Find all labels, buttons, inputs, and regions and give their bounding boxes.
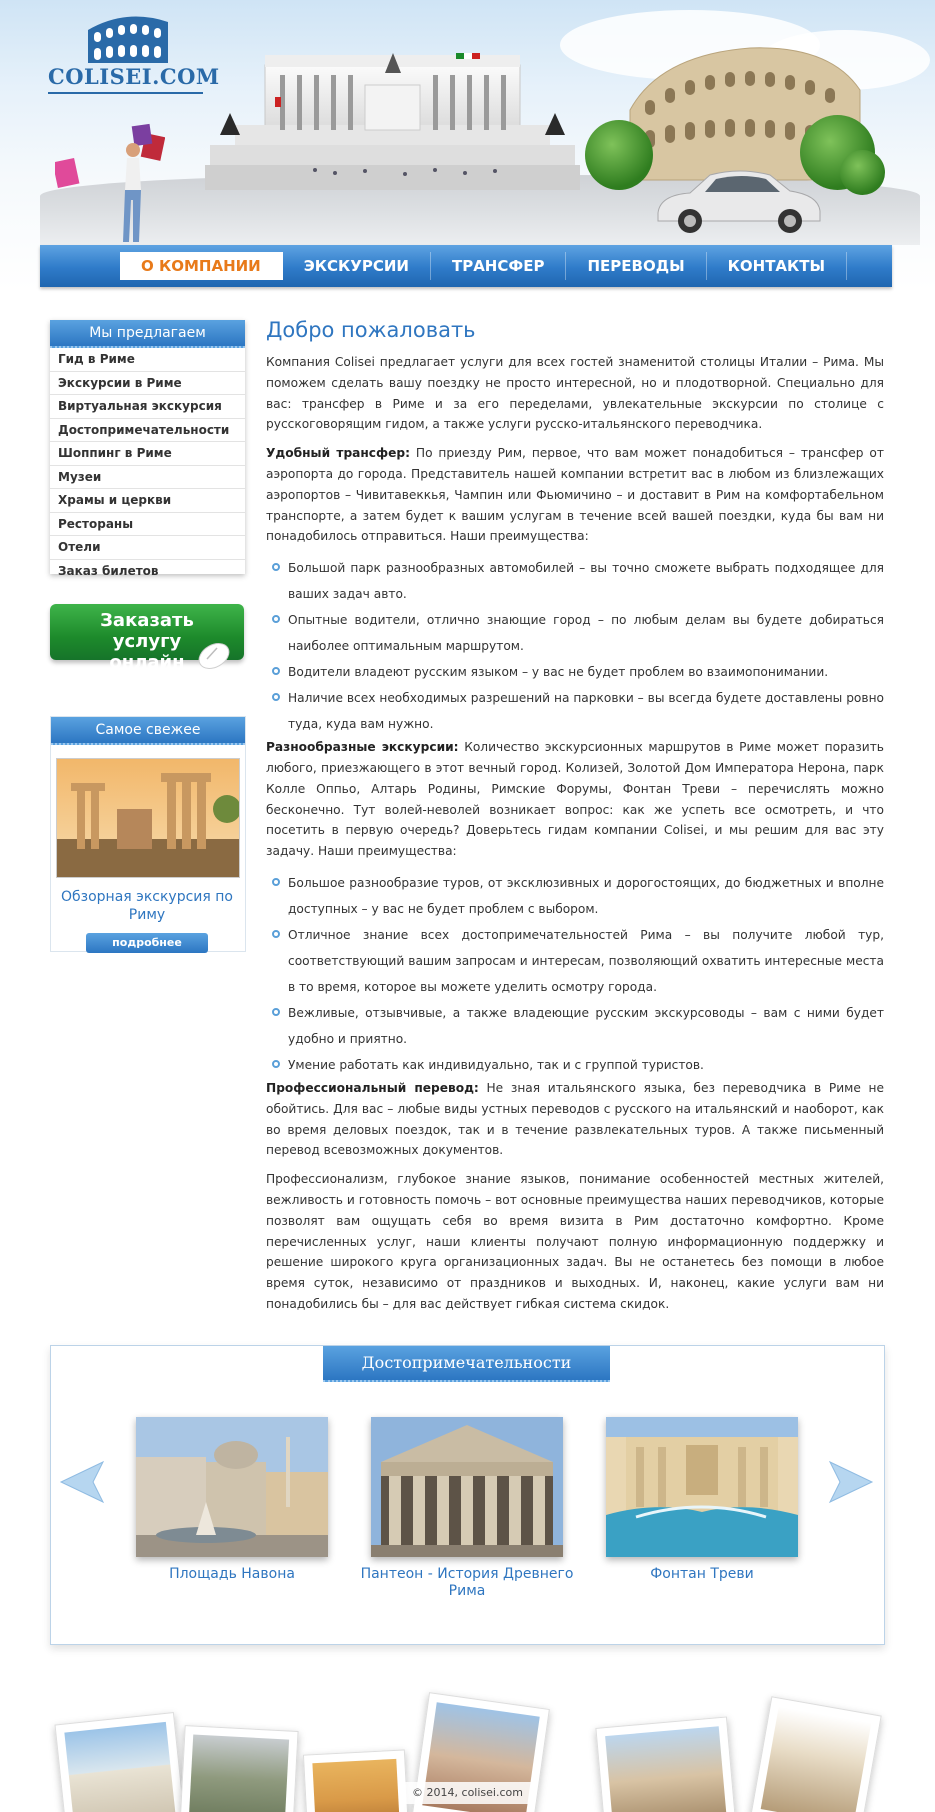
transfer-text: По приезду Рим, первое, что вам может понадобиться – трансфер от аэропорта до города. Представитель нашей компании встретит вас в любом из близлежащих аэропортов – Чивитавеккья, Чампин или Фьюмичино – и доставит в Рим на комфортабельном транспорте, а затем будет к вашим услугам в течение всей вашей поездки, куда бы вам ни понадобилось отправиться. Наши преимущества: [266, 446, 884, 544]
attractions-title: Достопримечательности [323, 1346, 610, 1382]
list-item-text: Умение работать как индивидуально, так и с группой туристов. [288, 1057, 704, 1072]
car-image [650, 165, 825, 235]
copyright: © 2014, colisei.com [400, 1782, 535, 1804]
list-item [266, 922, 884, 1000]
vittoriano-image [205, 25, 580, 190]
offer-item-churches[interactable]: Храмы и церкви [50, 489, 245, 513]
offer-item-virtual-tour[interactable]: Виртуальная экскурсия [50, 395, 245, 419]
nav-item-about[interactable]: О КОМПАНИИ [120, 252, 283, 280]
nav-items [120, 252, 847, 280]
latest-box-title: Самое свежее [51, 717, 245, 745]
list-item-text: Большой парк разнообразных автомобилей – вы точно сможете выбрать подходящее для ваших задач авто. [288, 561, 884, 602]
list-item-text: Отличное знание всех достопримечательностей Рима – вы получите любой тур, соответствующий вашим запросам и интересам, позволяющий охватить интересные места в то время, которое вы можете уделить осмотру города. [288, 927, 884, 994]
excursions-text: Количество экскурсионных маршрутов в Риме может поразить любого, приезжающего в этот вечный город. Колизей, Золотой Дом Императора Нерона, парк Колле Оппьо, Алтарь Родины, Римские Форумы, Фонтан Треви – перечислять можно бесконечно. Тут волей-неволей возникает вопрос: как же успеть все осмотреть, и что посетить в первую очередь? Доверьтесь гидам компании Colisei, и мы решим для вас эту задачу. Наши преимущества: [266, 740, 884, 859]
bullet-icon [272, 1060, 280, 1068]
intro-paragraph: Компания Colisei предлагает услуги для всех гостей знаменитой столицы Италии – Рима. Мы поможем сделать вашу поездку не просто интересной, но и плодотворной. Специально для вас: трансфер в Риме и за его переделами, увлекательные экскурсии по столице с русскоговорящим гидом, а также услуги русско-итальянского переводчика. [266, 355, 884, 432]
nav-item-excursions[interactable]: ЭКСКУРСИИ [283, 252, 431, 280]
list-item [266, 1052, 884, 1078]
site-logo[interactable] [48, 8, 220, 98]
page-title: Добро пожаловать [266, 318, 476, 342]
navona-image[interactable] [136, 1417, 328, 1557]
bullet-icon [272, 930, 280, 938]
list-item-text: Наличие всех необходимых разрешений на парковки – вы всегда будете доставлены ровно туда, куда вам нужно. [288, 691, 884, 732]
offer-item-tickets[interactable]: Заказ билетов [58, 563, 159, 578]
translation-text: Не зная итальянского языка, без переводчика в Риме не обойтись. Для вас – любые виды устных переводов с русского на итальянский и наоборот, как во время деловых поездок, так и в течение развлекательных туров. А также письменный перевод всевозможных документов. [266, 1080, 884, 1158]
card-title-pantheon[interactable]: Пантеон - История Древнего Рима [360, 1566, 574, 1599]
offer-item-shopping[interactable]: Шоппинг в Риме [50, 442, 245, 466]
card-title-navona[interactable]: Площадь Навона [169, 1566, 295, 1582]
trevi-image[interactable] [606, 1417, 798, 1557]
main-content [266, 318, 884, 1323]
mouse-icon [194, 640, 234, 672]
bullet-icon [272, 693, 280, 701]
offer-menu-title: Мы предлагаем [50, 320, 245, 348]
colosseum-logo-icon [48, 8, 203, 68]
list-item-text: Большое разнообразие туров, от эксклюзивных и дорогостоящих, до бюджетных и вполне доступных – у вас не будет проблем с выбором. [288, 875, 884, 916]
logo-text: COLISEI.COM [48, 64, 220, 89]
bullet-icon [272, 563, 280, 571]
navona-picture [136, 1417, 328, 1557]
roman-forum-picture [57, 759, 239, 877]
offer-item-museums[interactable]: Музеи [50, 466, 245, 490]
list-item-text: Вежливые, отзывчивые, а также владеющие русским экскурсоводы – вам с ними будет удобно и приятно. [288, 1005, 884, 1046]
footer-photo [303, 1749, 409, 1812]
more-button[interactable]: подробнее [86, 933, 208, 953]
tree [840, 150, 885, 195]
logo-underline [48, 92, 203, 94]
translation-paragraph [266, 1078, 884, 1161]
excursions-benefits-list [266, 870, 884, 1078]
footer-photo [179, 1725, 298, 1812]
footer-photo [750, 1696, 881, 1812]
transfer-paragraph [266, 443, 884, 547]
translation-label: Профессиональный перевод: [266, 1080, 479, 1095]
order-online-label: Заказать услугу онлайн [100, 610, 194, 673]
offer-item-hotels[interactable]: Отели [50, 536, 245, 560]
final-paragraph: Профессионализм, глубокое знание языков, понимание особенностей местных жителей, вежливость и готовность помочь – вот основные преимущества наших переводчиков, которые позволят вам ощущать себя во время визита в Рим достаточно комфортно. Кроме перечисленных услуг, наши клиенты получают полную информационную поддержку и решение широкого круга организационных задач. Вы не останетесь без помощи в любое время суток, независимо от праздников и выходных. И, наконец, какие услуги вам ни понадобились бы – для вас действует гибкая система скидок. [266, 1172, 884, 1311]
offer-item-restaurants[interactable]: Рестораны [50, 513, 245, 537]
list-item [266, 870, 884, 922]
latest-item-title[interactable]: Обзорная экскурсия по Риму [60, 889, 233, 923]
shopper-image [55, 120, 165, 250]
bullet-icon [272, 667, 280, 675]
bullet-icon [272, 878, 280, 886]
card-title-trevi[interactable]: Фонтан Треви [650, 1566, 754, 1582]
list-item-text: Опытные водители, отлично знающие город – по любым делам вы будете добираться наиболее оптимальным маршрутом. [288, 613, 884, 654]
list-item-text: Водители владеют русским языком – у вас не будет проблем во взаимопонимании. [288, 665, 829, 680]
nav-item-contacts[interactable]: КОНТАКТЫ [707, 252, 847, 280]
nav-item-transfer[interactable]: ТРАНСФЕР [431, 252, 567, 280]
tree [585, 120, 653, 190]
nav-item-translations[interactable]: ПЕРЕВОДЫ [566, 252, 706, 280]
pantheon-image[interactable] [371, 1417, 563, 1557]
excursions-paragraph [266, 737, 884, 862]
footer-photo [54, 1712, 185, 1812]
roman-forum-image[interactable] [56, 758, 240, 878]
trevi-picture [606, 1417, 798, 1557]
list-item [266, 607, 884, 659]
arrow-left-icon[interactable] [59, 1460, 105, 1504]
list-item [266, 1000, 884, 1052]
footer-photo [595, 1716, 736, 1812]
excursions-label: Разнообразные экскурсии: [266, 740, 459, 755]
transfer-benefits-list [266, 555, 884, 737]
list-item [266, 659, 884, 685]
transfer-label: Удобный трансфер: [266, 446, 410, 461]
offer-item-guide[interactable]: Гид в Риме [50, 348, 245, 372]
bullet-icon [272, 1008, 280, 1016]
arrow-right-icon[interactable] [828, 1460, 874, 1504]
list-item [266, 685, 884, 737]
list-item [266, 555, 884, 607]
main-nav [40, 245, 892, 287]
bullet-icon [272, 615, 280, 623]
pantheon-picture [371, 1417, 563, 1557]
offer-menu-list [50, 348, 245, 582]
offer-item-excursions[interactable]: Экскурсии в Риме [50, 372, 245, 396]
offer-menu [50, 320, 245, 578]
offer-item-sights[interactable]: Достопримечательности [50, 419, 245, 443]
